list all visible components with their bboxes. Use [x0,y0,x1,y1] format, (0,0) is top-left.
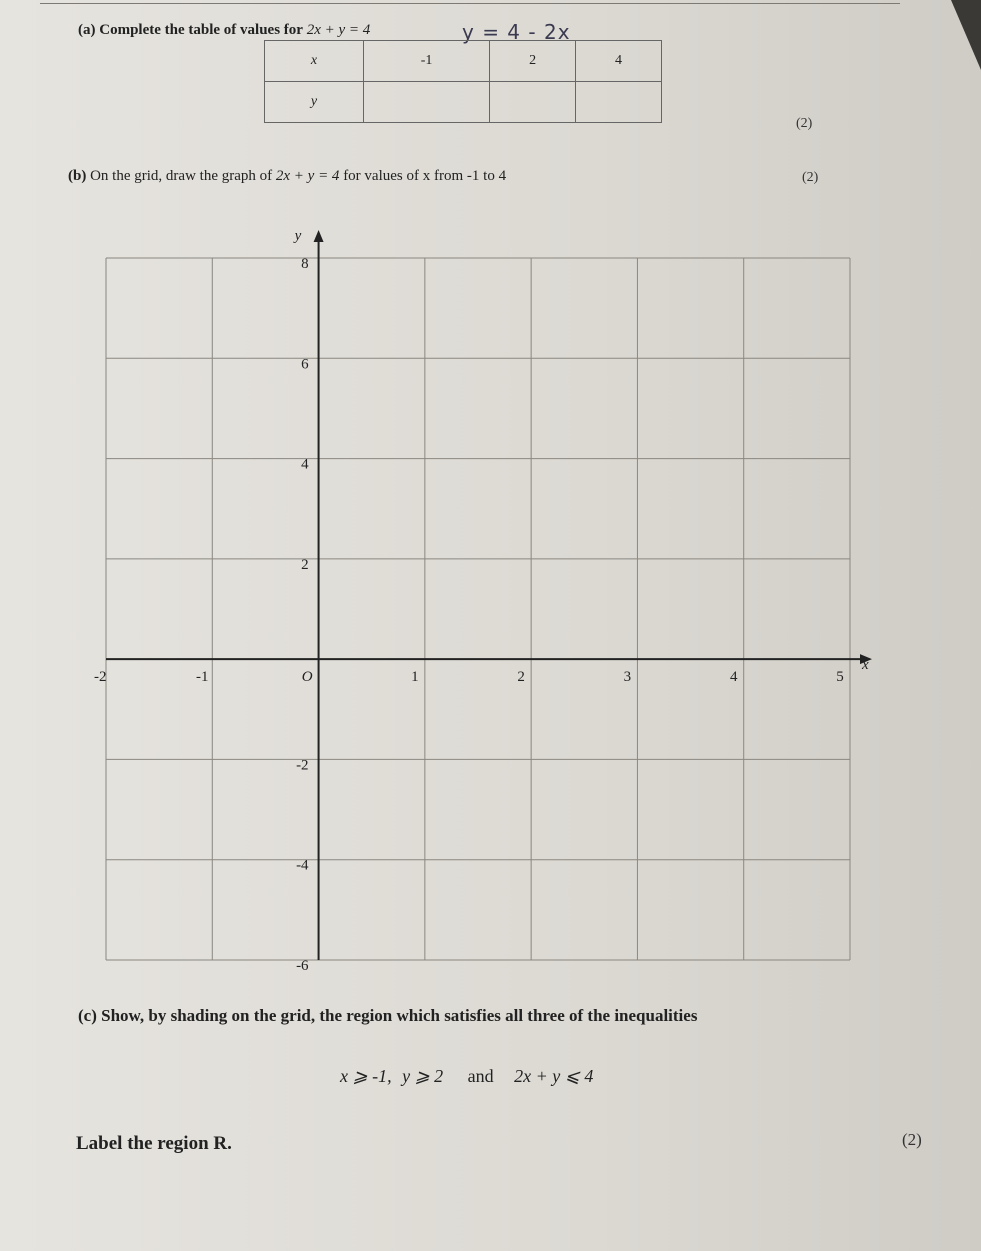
y-axis-label: y [294,228,302,244]
table-cell-x1: -1 [364,41,490,82]
inequality-and: and [467,1066,494,1086]
question-a-equation: 2x + y = 4 [306,22,371,38]
y-axis-arrow [314,230,324,242]
x-tick-label: -2 [94,669,107,686]
question-b-label: (b) [68,168,87,184]
x-axis-label: x [862,657,869,674]
table-header-x: x [265,41,364,82]
y-tick-label: -4 [296,857,309,874]
question-a-label: (a) [78,22,96,38]
table-cell-x3: 4 [576,41,662,82]
y-tick-label: -2 [296,757,309,774]
y-tick-label: -6 [296,958,309,974]
inequality-2: y ⩾ 2 [402,1066,444,1086]
question-a-text: Complete the table of values for [99,22,303,38]
question-b-text: On the grid, draw the graph of [90,168,273,184]
table-cell-x2: 2 [490,41,576,82]
y-tick-label: 8 [301,256,309,272]
y-tick-label: 2 [301,556,309,573]
x-tick-label: 1 [411,669,419,686]
table-header-y: y [265,82,364,123]
axes [106,230,872,960]
x-tick-label: O [301,669,313,686]
x-tick-label: 2 [517,669,525,686]
inequality-3: 2x + y ⩽ 4 [514,1066,594,1086]
label-region-instruction: Label the region R. [76,1133,232,1154]
inequalities [340,1066,599,1087]
y-tick-label: 6 [301,356,309,373]
question-b-range: for values of x from -1 to 4 [343,168,507,184]
x-tick-label: -1 [196,669,209,686]
x-tick-label: 5 [836,669,844,686]
question-c-text: Show, by shading on the grid, the region which satisfies all three of the inequalities [101,1006,698,1025]
question-c [78,1006,697,1026]
handwritten-note: y = 4 - 2x [462,20,571,44]
question-b-equation: 2x + y = 4 [275,168,340,184]
tick-labels [94,228,869,974]
inequality-1: x ⩾ -1, [340,1066,392,1086]
marks-c: (2) [902,1130,922,1149]
x-tick-label: 4 [729,669,738,686]
y-tick-label: 4 [301,456,309,473]
marks-a: (2) [796,116,813,131]
x-tick-label: 3 [623,669,632,686]
question-c-label: (c) [78,1006,97,1025]
grid-lines [106,258,850,960]
marks-b: (2) [802,170,819,185]
